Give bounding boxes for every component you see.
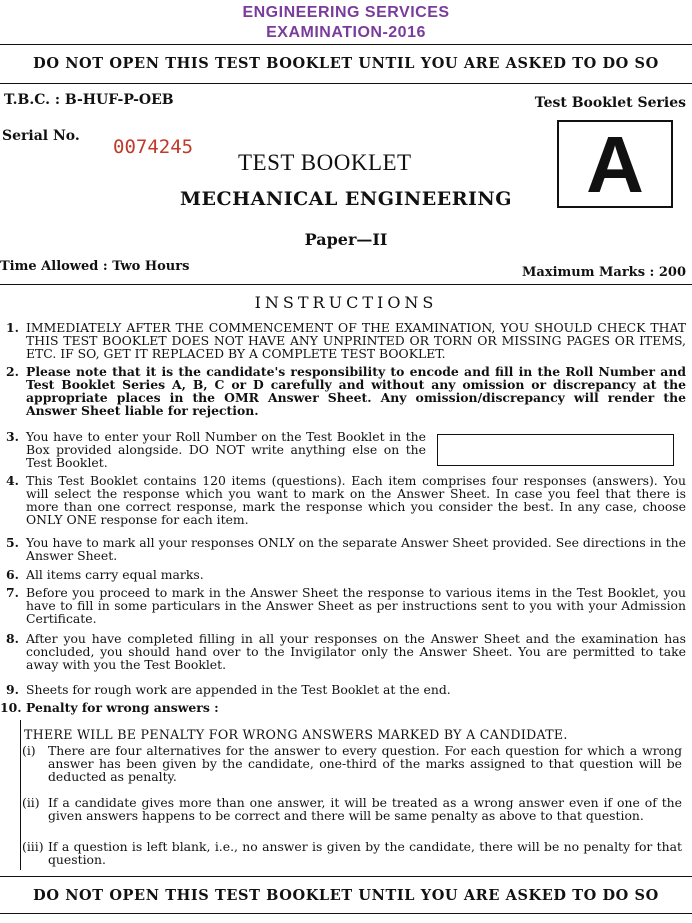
instruction-item — [6, 586, 686, 625]
penalty-item-number: (iii) — [22, 839, 44, 854]
instruction-item — [6, 474, 686, 526]
penalty-item — [22, 840, 682, 866]
serial-label: Serial No. — [2, 128, 80, 144]
instruction-number: 6. — [6, 567, 19, 582]
penalty-item-text: If a candidate gives more than one answer, it will be treated as a wrong answer even if one of the given answers happens to be correct and there will be same penalty as above to that question. — [48, 795, 682, 823]
header-rule — [0, 284, 692, 285]
instruction-text: IMMEDIATELY AFTER THE COMMENCEMENT OF THE EXAMINATION, YOU SHOULD CHECK THAT THIS TEST BOOKLET DOES NOT HAVE ANY UNPRINTED OR TORN OR MISSING PAGES OR ITEMS, ETC. IF SO, GET IT REPLACED BY A COMPLETE TEST BOOKLET. — [26, 320, 686, 361]
instructions-heading: INSTRUCTIONS — [254, 293, 438, 312]
instruction-number: 7. — [6, 585, 19, 600]
bottom-rule-top — [0, 876, 692, 877]
maximum-marks: Maximum Marks : 200 — [522, 265, 686, 280]
penalty-item-text: If a question is left blank, i.e., no answer is given by the candidate, there will be no penalty for that question. — [48, 839, 682, 867]
instruction-text: You have to enter your Roll Number on the Test Booklet in the Box provided alongside. DO NOT write anything else on the Test Booklet. — [26, 429, 426, 470]
instruction-item — [6, 321, 686, 360]
instruction-text: This Test Booklet contains 120 items (questions). Each item comprises four responses (answers). You will select the response which you want to mark on the Answer Sheet. In case you feel that there is more than one correct response, mark the response which you consider the best. In any case, choose ONLY ONE response for each item. — [26, 473, 686, 527]
instruction-text: You have to mark all your responses ONLY on the separate Answer Sheet provided. See directions in the Answer Sheet. — [26, 535, 686, 563]
instruction-text: Penalty for wrong answers : — [26, 700, 219, 715]
serial-number: 0074245 — [113, 136, 194, 158]
banner-rule — [0, 83, 692, 84]
instruction-item — [6, 683, 686, 696]
instruction-item — [0, 700, 686, 715]
tbc-code: T.B.C. : B-HUF-P-OEB — [4, 92, 174, 108]
top-warning-banner: DO NOT OPEN THIS TEST BOOKLET UNTIL YOU ARE ASKED TO DO SO — [33, 55, 659, 72]
paper-title: Paper—II — [304, 230, 388, 249]
instruction-number: 10. — [0, 700, 22, 715]
instruction-number: 9. — [6, 682, 19, 697]
instruction-text: All items carry equal marks. — [26, 567, 204, 582]
instruction-number: 8. — [6, 631, 19, 646]
penalty-item — [22, 744, 682, 783]
instruction-item — [6, 365, 686, 417]
subject-title: MECHANICAL ENGINEERING — [180, 188, 512, 210]
bottom-rule — [0, 913, 692, 914]
roll-number-box[interactable] — [437, 434, 674, 466]
instruction-text: Sheets for rough work are appended in the Test Booklet at the end. — [26, 682, 451, 697]
series-label: Test Booklet Series — [534, 95, 686, 111]
instruction-item — [6, 536, 686, 562]
penalty-item-number: (i) — [22, 743, 36, 758]
exam-stamp-line2: EXAMINATION-2016 — [266, 24, 426, 41]
instruction-number: 5. — [6, 535, 19, 550]
instruction-text: Please note that it is the candidate's responsibility to encode and fill in the Roll Number and Test Booklet Series A, B, C or D carefully and without any omission or discrepancy at the appropriate places in the OMR Answer Sheet. Any omission/discrepancy will render the Answer Sheet liable for rejection. — [26, 364, 686, 418]
instruction-item — [6, 568, 686, 581]
penalty-item-number: (ii) — [22, 795, 40, 810]
penalty-section-rule — [20, 720, 21, 870]
penalty-item — [22, 796, 682, 822]
exam-stamp-line1: ENGINEERING SERVICES — [242, 4, 450, 21]
series-letter-box: A — [557, 120, 673, 208]
instruction-number: 2. — [6, 364, 19, 379]
instruction-text: Before you proceed to mark in the Answer Sheet the response to various items in the Test Booklet, you have to fill in some particulars in the Answer Sheet as per instructions sent to you with your Admission Certificate. — [26, 585, 686, 626]
instruction-text: After you have completed filling in all your responses on the Answer Sheet and the examination has concluded, you should hand over to the Invigilator only the Answer Sheet. You are permitted to take away with you the Test Booklet. — [26, 631, 686, 672]
penalty-item-text: There are four alternatives for the answer to every question. For each question for which a wrong answer has been given by the candidate, one-third of the marks assigned to that question will be deducted as penalty. — [48, 743, 682, 784]
instruction-number: 4. — [6, 473, 19, 488]
booklet-title: TEST BOOKLET — [238, 150, 412, 175]
instruction-item — [6, 430, 426, 469]
penalty-heading: THERE WILL BE PENALTY FOR WRONG ANSWERS MARKED BY A CANDIDATE. — [24, 727, 568, 742]
instruction-item — [6, 632, 686, 671]
time-allowed: Time Allowed : Two Hours — [0, 259, 190, 274]
top-rule — [0, 44, 692, 45]
bottom-warning-banner: DO NOT OPEN THIS TEST BOOKLET UNTIL YOU ARE ASKED TO DO SO — [33, 887, 659, 904]
instruction-number: 1. — [6, 320, 19, 335]
instruction-number: 3. — [6, 429, 19, 444]
